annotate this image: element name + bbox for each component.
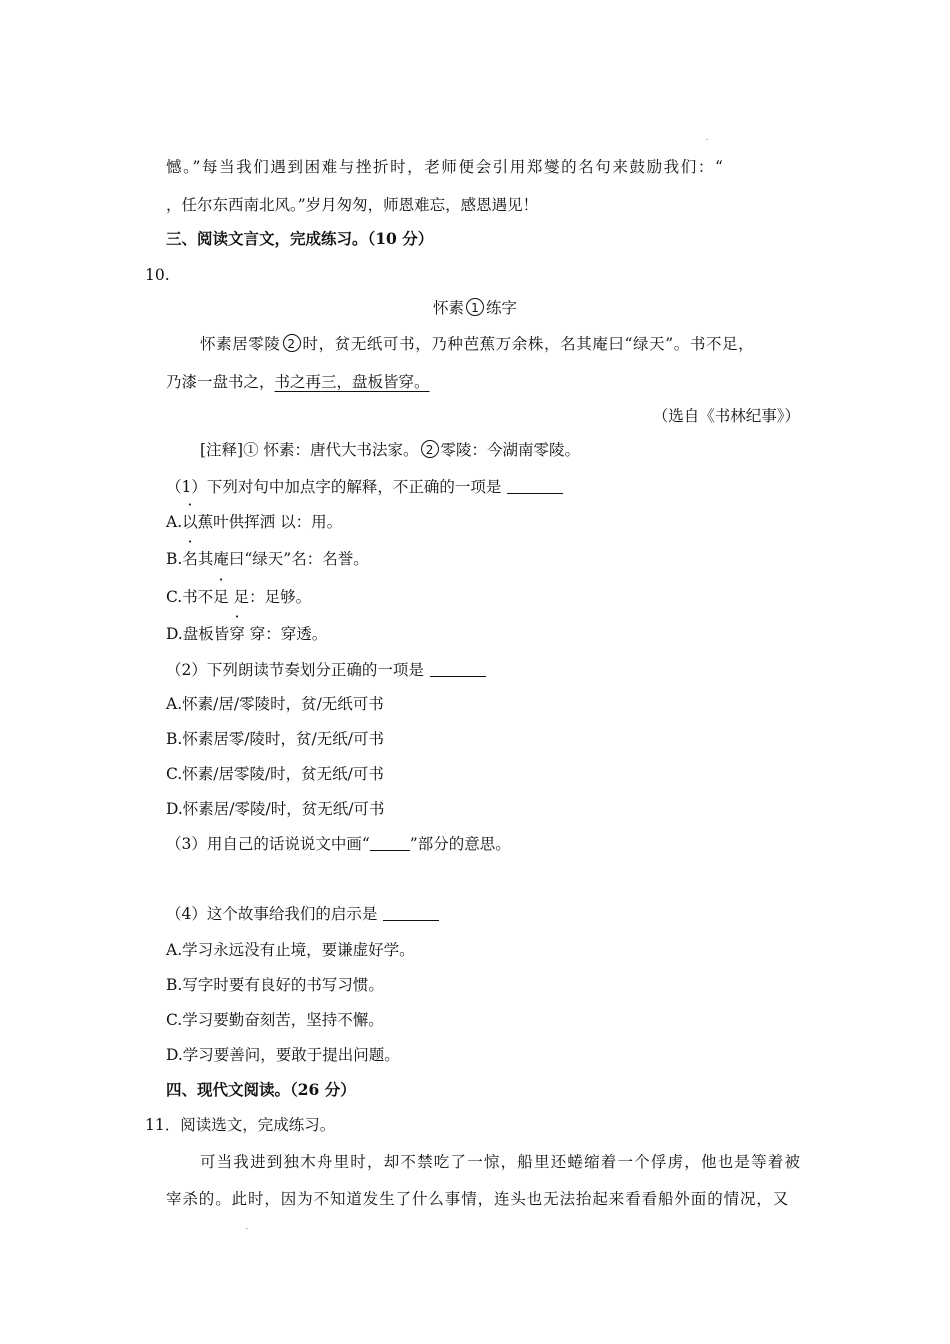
underline-placeholder [370, 834, 410, 851]
passage-line: 可当我进到独木舟里时，却不禁吃了一惊，船里还蜷缩着一个俘虏，他也是等着被 [200, 1153, 802, 1171]
option-c: C.学习要勤奋刻苦，坚持不懈。 [166, 1011, 384, 1029]
scan-speck [246, 1228, 248, 1229]
option-text: A. [166, 513, 183, 531]
option-c [166, 586, 311, 608]
answer-blank[interactable] [383, 904, 439, 921]
section-heading: 四、现代文阅读。（26 分） [166, 1080, 356, 1099]
answer-blank[interactable] [430, 660, 486, 677]
question-text: （2）下列朗读节奏划分正确的一项是 [166, 661, 424, 679]
passage-text: 怀素居零陵 [200, 335, 281, 353]
question-stem [166, 659, 486, 681]
dotted-character: 穿 [229, 625, 245, 643]
passage-title-text: 怀素 [432, 299, 464, 317]
option-d: D.怀素居/零陵/时，贫无纸/可书 [166, 800, 385, 818]
question-stem [166, 903, 439, 925]
option-text: 蕉叶供挥洒 以：用。 [197, 513, 343, 531]
passage-line: 宰杀的。此时，因为不知道发生了什么事情，连头也无法抬起来看看船外面的情况，又 [166, 1190, 790, 1208]
option-text: B. [166, 550, 183, 568]
option-text: C.书不 [166, 588, 214, 606]
question-text: （4）这个故事给我们的启示是 [166, 905, 378, 923]
option-text: 其庵曰“绿天”名：名誉。 [197, 550, 369, 568]
option-c: C.怀素/居零陵/时，贫无纸/可书 [166, 765, 384, 783]
option-a: A.怀素/居/零陵时，贫/无纸可书 [166, 695, 384, 713]
scan-speck [706, 139, 708, 140]
passage-line [200, 333, 754, 355]
passage-title [0, 297, 950, 319]
option-text: 穿：穿透。 [244, 625, 328, 643]
note-marker: 1 [466, 298, 484, 316]
dotted-character: 足 [213, 588, 229, 606]
passage-text: 乃漆一盘书之， [166, 373, 275, 391]
option-b: B.写字时要有良好的书写习惯。 [166, 976, 384, 994]
option-text: 足：足够。 [228, 588, 312, 606]
question-number: 11．阅读选文，完成练习。 [145, 1116, 336, 1134]
question-number: 10. [145, 266, 170, 284]
option-b [166, 548, 369, 570]
passage-title-text: 练字 [486, 299, 518, 317]
note-marker: 2 [421, 440, 439, 458]
answer-blank[interactable] [507, 477, 563, 494]
question-text: （1）下列对句中加点字的解释，不正确的一项是 [166, 478, 502, 496]
option-d: D.学习要善问，要敢于提出问题。 [166, 1046, 400, 1064]
passage-line [166, 371, 430, 393]
option-a: A.学习永远没有止境，要谦虚好学。 [166, 941, 415, 959]
section-heading: 三、阅读文言文，完成练习。（10 分） [166, 229, 434, 248]
option-text: D.盘板皆 [166, 625, 230, 643]
option-a [166, 511, 342, 533]
paragraph-line: ，任尔东西南北风。”岁月匆匆，师恩难忘，感恩遇见！ [166, 196, 539, 214]
passage-text: 时，贫无纸可书，乃种芭蕉万余株，名其庵曰“绿天”。书不足， [302, 335, 755, 353]
dotted-character: 以 [182, 513, 198, 531]
question-text: ”部分的意思。 [409, 835, 511, 853]
option-d [166, 623, 327, 645]
annotation-text: 零陵：今湖南零陵。 [440, 441, 581, 459]
note-marker: 2 [283, 334, 301, 352]
question-stem [166, 476, 563, 498]
question-text: （3）用自己的话说说文中画“ [166, 835, 370, 853]
dotted-character: 名 [182, 550, 198, 568]
underlined-sentence: 书之再三，盘板皆穿。 [274, 373, 430, 391]
annotation [200, 439, 580, 461]
option-b: B.怀素居零/陵时，贫/无纸/可书 [166, 730, 384, 748]
paragraph-line: 憾。”每当我们遇到困难与挫折时，老师便会引用郑燮的名句来鼓励我们：“ [166, 158, 725, 176]
annotation-text: [注释]① 怀素：唐代大书法家。 [200, 441, 419, 459]
question-stem [166, 833, 511, 855]
passage-source: （选自《书林纪事》） [652, 407, 800, 425]
